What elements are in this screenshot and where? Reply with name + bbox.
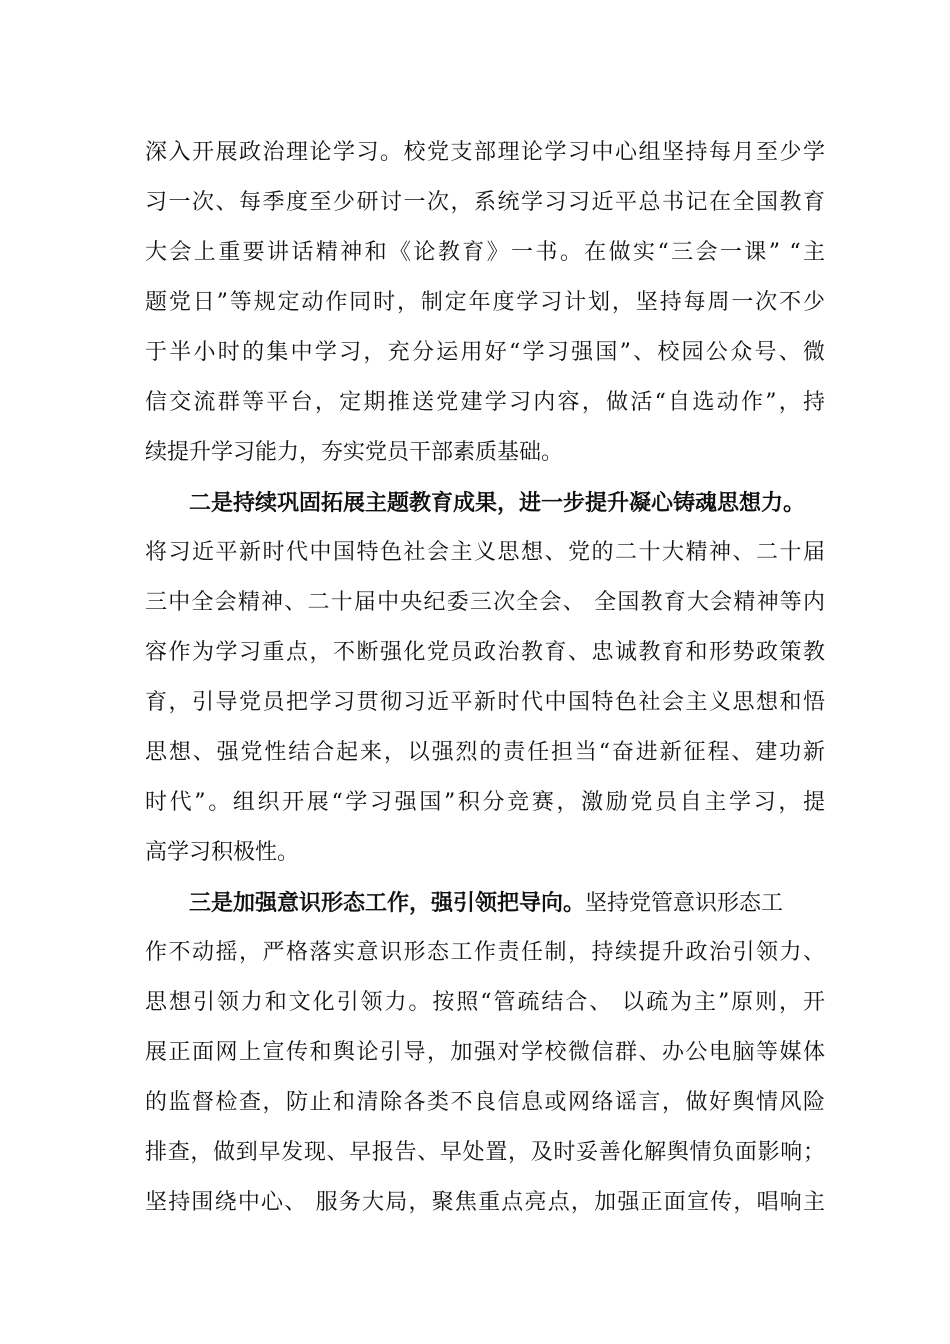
paragraph-3-first-line <box>189 886 825 920</box>
paragraph-2-line-6: 时代”。组织开展“学习强国”积分竞赛，激励党员自主学习，提 <box>145 790 825 815</box>
paragraph-3-line-1: 作不动摇，严格落实意识形态工作责任制，持续提升政治引领力、 <box>145 940 825 965</box>
paragraph-1-line-4: 题党日”等规定动作同时，制定年度学习计划，坚持每周一次不少 <box>145 290 825 315</box>
paragraph-2-line-3: 容作为学习重点，不断强化党员政治教育、忠诚教育和形势政策教 <box>145 640 825 665</box>
paragraph-3-line-6: 坚持围绕中心、 服务大局，聚焦重点亮点，加强正面宣传，唱响主 <box>145 1190 825 1215</box>
paragraph-1-line-7: 续提升学习能力，夯实党员干部素质基础。 <box>145 440 564 465</box>
paragraph-2-heading: 二是持续巩固拓展主题教育成果，进一步提升凝心铸魂思想力。 <box>189 490 806 516</box>
paragraph-1-line-5: 于半小时的集中学习，充分运用好“学习强国”、校园公众号、微 <box>145 340 825 365</box>
paragraph-3-line-3: 展正面网上宣传和舆论引导，加强对学校微信群、办公电脑等媒体 <box>145 1040 825 1065</box>
paragraph-2-line-7: 高学习积极性。 <box>145 840 300 865</box>
paragraph-3-first-line-text: 坚持党管意识形态工 <box>585 891 784 916</box>
paragraph-2-line-1: 将习近平新时代中国特色社会主义思想、党的二十大精神、二十届 <box>145 540 825 565</box>
paragraph-1-line-1: 深入开展政治理论学习。校党支部理论学习中心组坚持每月至少学 <box>145 140 825 165</box>
paragraph-3-line-5: 排查，做到早发现、早报告、早处置，及时妥善化解舆情负面影响； <box>145 1140 825 1165</box>
paragraph-3-heading: 三是加强意识形态工作，强引领把导向。 <box>189 890 586 916</box>
paragraph-1-line-3: 大会上重要讲话精神和《论教育》一书。在做实“三会一课” “主 <box>145 240 825 265</box>
paragraph-3-line-4: 的监督检查，防止和清除各类不良信息或网络谣言，做好舆情风险 <box>145 1090 825 1115</box>
paragraph-1-line-6: 信交流群等平台，定期推送党建学习内容，做活“自选动作”，持 <box>145 390 825 415</box>
paragraph-2-line-4: 育，引导党员把学习贯彻习近平新时代中国特色社会主义思想和悟 <box>145 690 825 715</box>
paragraph-1-line-2: 习一次、每季度至少研讨一次，系统学习习近平总书记在全国教育 <box>145 190 825 215</box>
paragraph-2-line-2: 三中全会精神、二十届中央纪委三次全会、 全国教育大会精神等内 <box>145 590 825 615</box>
paragraph-2-line-5: 思想、强党性结合起来，以强烈的责任担当“奋进新征程、建功新 <box>145 740 825 765</box>
paragraph-3-line-2: 思想引领力和文化引领力。按照“管疏结合、 以疏为主”原则，开 <box>145 990 825 1015</box>
